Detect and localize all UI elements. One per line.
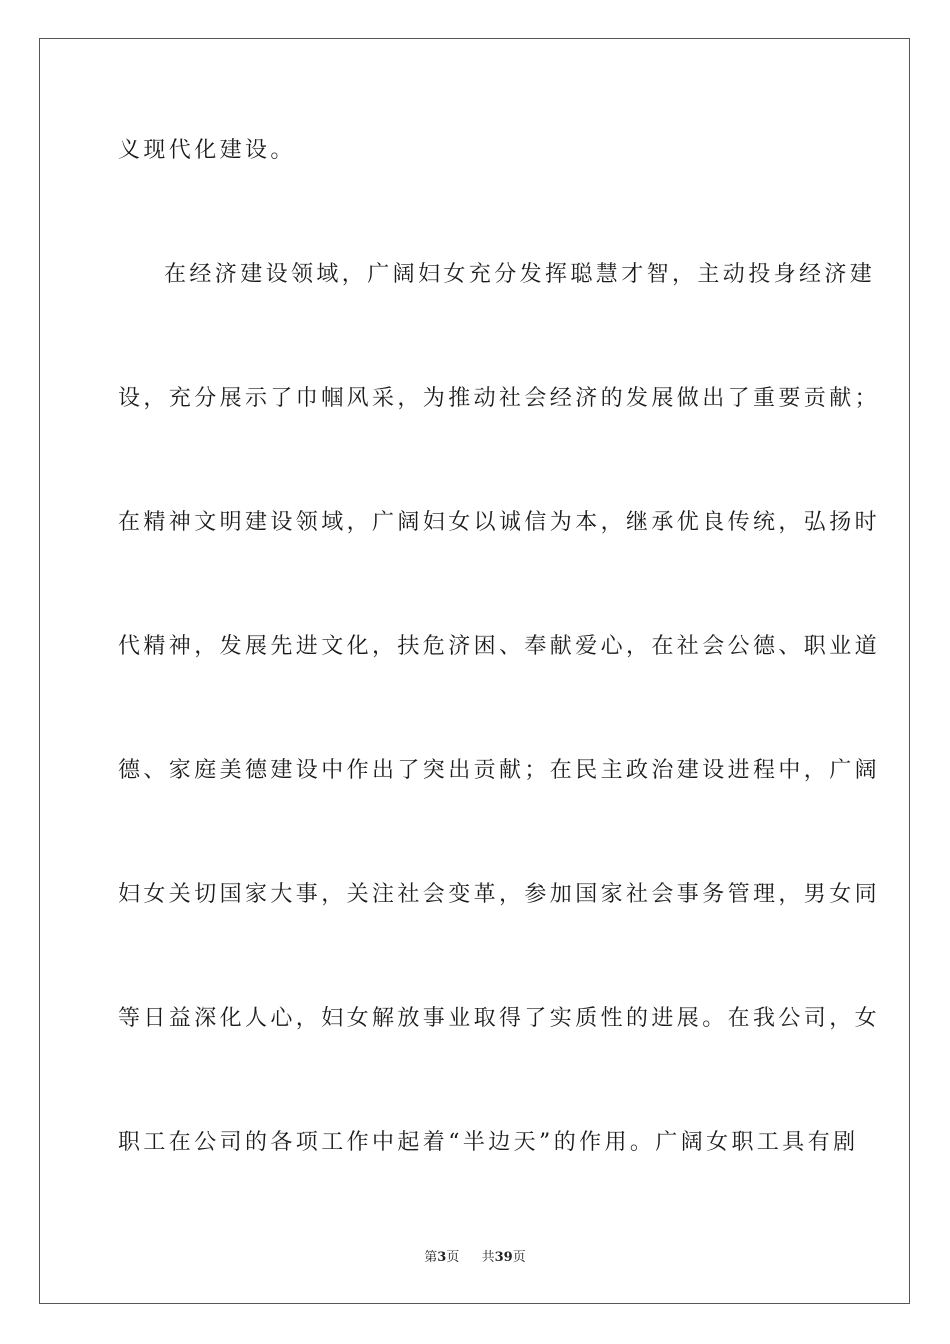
text-line: 妇女关切国家大事，关注社会变革，参加国家社会事务管理，男女同 <box>118 882 881 907</box>
page-number: 3 <box>437 1250 447 1265</box>
text-line: 职工在公司的各项工作中起着“半边天”的作用。广阔女职工具有剧 <box>118 1130 859 1155</box>
text-line: 德、家庭美德建设中作出了突出贡献；在民主政治建设进程中，广阔 <box>118 758 881 783</box>
page-border <box>39 38 910 1304</box>
text-line: 等日益深化人心，妇女解放事业取得了实质性的进展。在我公司，女 <box>118 1006 881 1031</box>
paragraph-start-line: 在经济建设领域，广阔妇女充分发挥聪慧才智，主动投身经济建 <box>164 262 876 287</box>
total-suffix: 页 <box>512 1250 526 1265</box>
text-line: 义现代化建设。 <box>118 138 296 163</box>
total-prefix: 共 <box>481 1250 495 1265</box>
text-line: 代精神，发展先进文化，扶危济困、奉献爱心，在社会公德、职业道 <box>118 634 881 659</box>
page-footer <box>0 1249 950 1267</box>
page-indicator <box>424 1249 459 1267</box>
total-pages: 39 <box>494 1250 513 1265</box>
text-line: 在精神文明建设领域，广阔妇女以诚信为本，继承优良传统，弘扬时 <box>118 510 881 535</box>
page-prefix: 第 <box>424 1250 438 1265</box>
page-suffix: 页 <box>446 1250 460 1265</box>
text-line: 设，充分展示了巾帼风采，为推动社会经济的发展做出了重要贡献； <box>118 386 881 411</box>
total-pages-indicator <box>482 1249 526 1267</box>
